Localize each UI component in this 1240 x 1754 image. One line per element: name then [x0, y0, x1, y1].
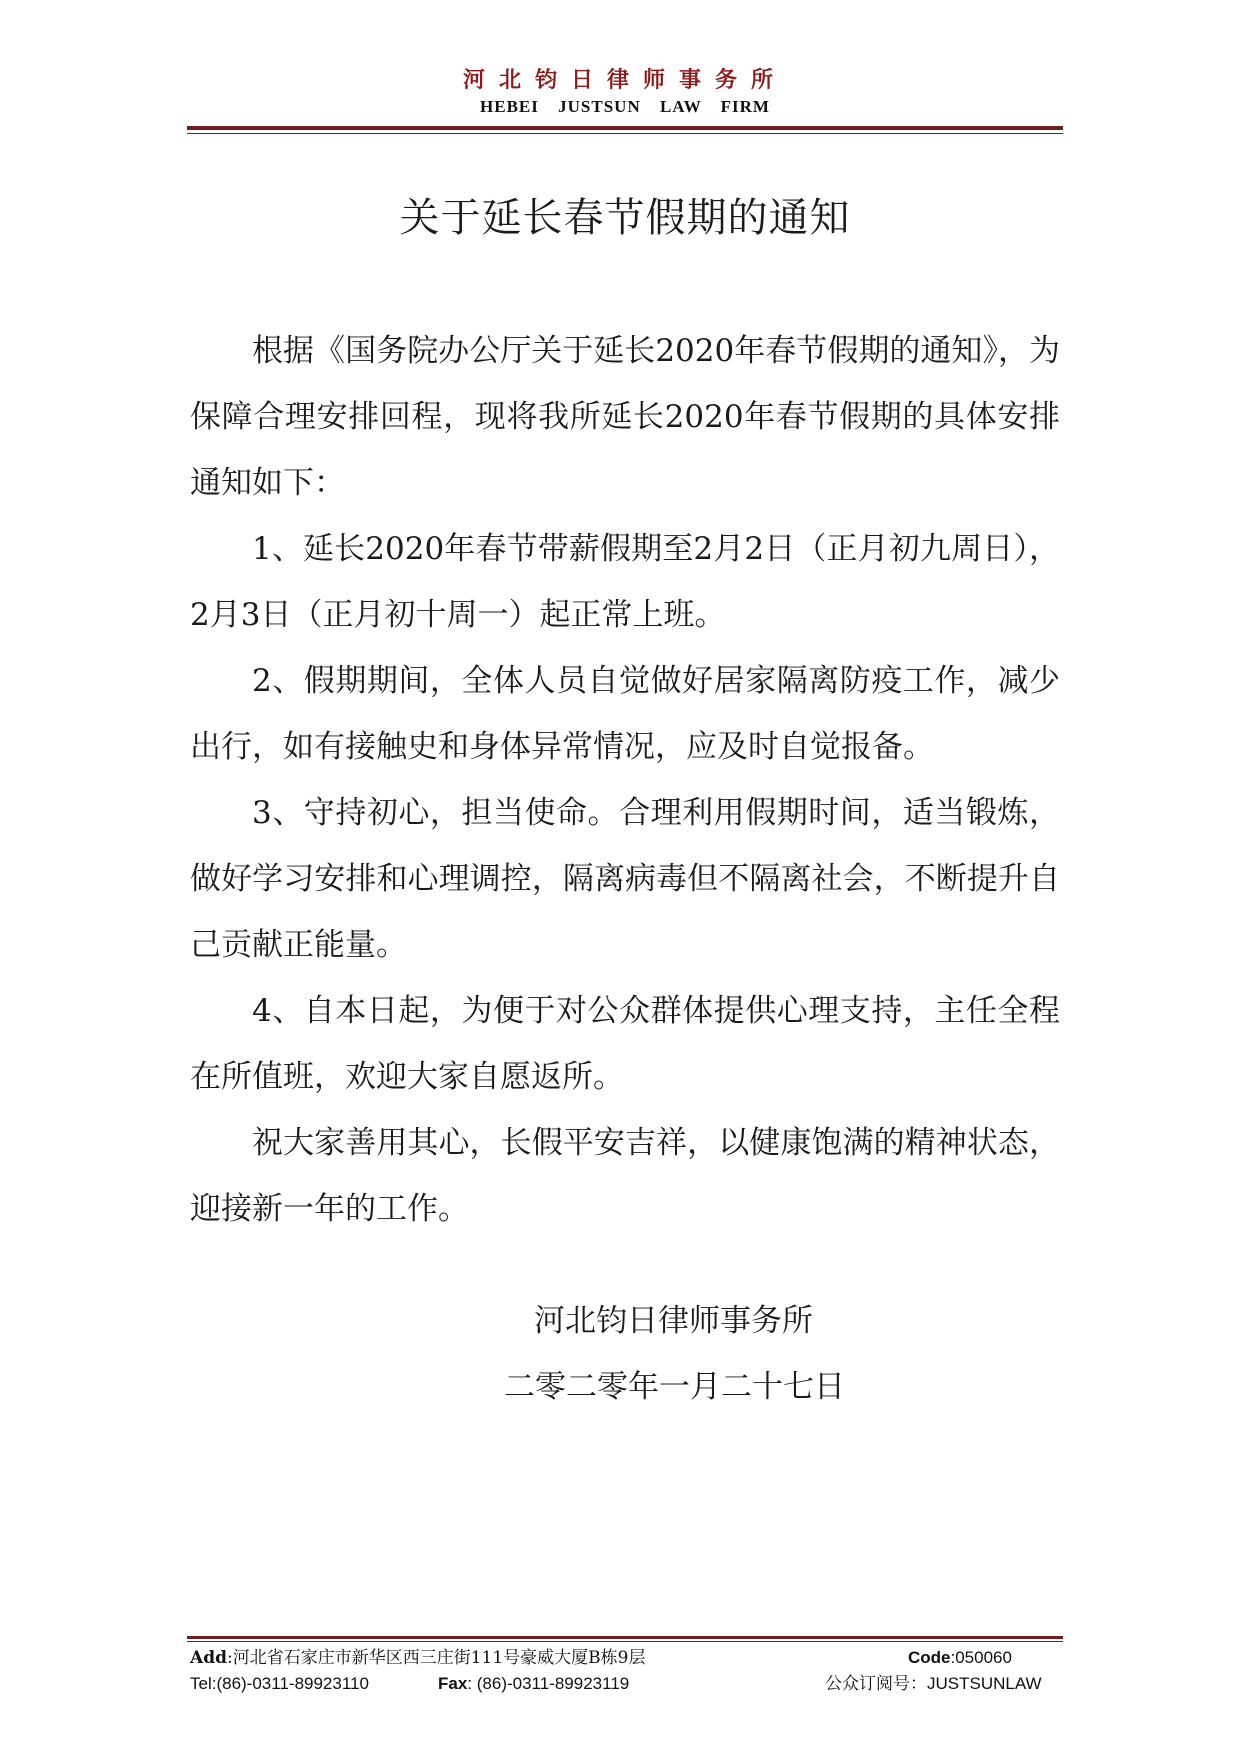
footer-divider [187, 1636, 1063, 1639]
header-divider-thin [187, 133, 1063, 134]
firm-name-en: HEBEI JUSTSUN LAW FIRM [480, 97, 770, 116]
paragraph-item-2: 2、假期期间，全体人员自觉做好居家隔离防疫工作，减少出行，如有接触史和身体异常情况，应及时自觉报备。 [190, 663, 1060, 765]
signature-firm: 河北钧日律师事务所 [534, 1303, 813, 1339]
signature-date: 二零二零年一月二十七日 [504, 1369, 845, 1405]
firm-name-cn: 河北钧日律师事务所 [462, 67, 787, 93]
code-label: Code [908, 1648, 951, 1667]
address-label: Add [190, 1648, 227, 1668]
address-value: :河北省石家庄市新华区西三庄街111号豪威大厦B栋9层 [226, 1648, 646, 1668]
header-divider [187, 126, 1063, 130]
paragraph-item-3: 3、守持初心，担当使命。合理利用假期时间，适当锻炼，做好学习安排和心理调控，隔离病毒但不隔离社会，不断提升自己贡献正能量。 [190, 795, 1060, 963]
footer-postcode [908, 1645, 1012, 1671]
footer-wechat: 公众订阅号：JUSTSUNLAW [825, 1674, 1042, 1693]
footer-tel: Tel:(86)-0311-89923110 [190, 1674, 369, 1693]
notice-body [190, 318, 1060, 1242]
notice-title: 关于延长春节假期的通知 [399, 195, 851, 241]
footer-address [190, 1645, 645, 1671]
footer-divider-thin [187, 1641, 1063, 1642]
paragraph-item-4: 4、自本日起，为便于对公众群体提供心理支持，主任全程在所值班，欢迎大家自愿返所。 [190, 993, 1060, 1095]
paragraph-item-1: 1、延长2020年春节带薪假期至2月2日（正月初九周日），2月3日（正月初十周一）起正常上班。 [190, 531, 1060, 633]
code-value: :050060 [950, 1648, 1012, 1667]
footer [190, 1645, 1060, 1697]
fax-label: Fax [438, 1674, 468, 1693]
footer-fax [438, 1671, 629, 1697]
signature-block [187, 1288, 1063, 1420]
fax-value: : (86)-0311-89923119 [467, 1674, 630, 1693]
paragraph-closing: 祝大家善用其心，长假平安吉祥，以健康饱满的精神状态，迎接新一年的工作。 [190, 1125, 1060, 1227]
letterhead [187, 66, 1063, 118]
paragraph-intro: 根据《国务院办公厅关于延长2020年春节假期的通知》，为保障合理安排回程，现将我所延长2020年春节假期的具体安排通知如下： [190, 333, 1060, 501]
